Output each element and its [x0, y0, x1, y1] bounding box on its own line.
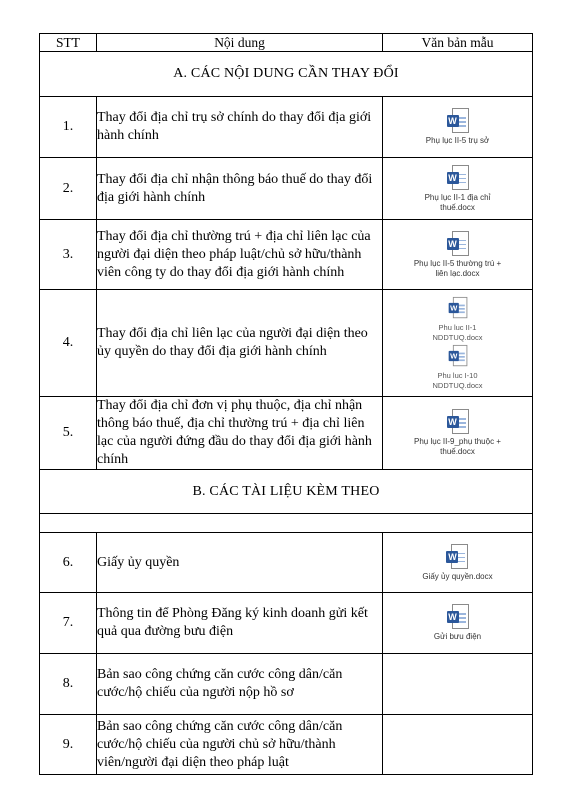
file-name: Phu luc II-1 NDDTUQ.docx: [432, 323, 483, 342]
section-a-title: A. CÁC NỘI DUNG CẦN THAY ĐỔI: [40, 52, 533, 97]
word-document-icon[interactable]: W: [448, 297, 467, 319]
row-files: [383, 715, 533, 775]
row-number: 7.: [40, 593, 97, 654]
attached-file[interactable]: [434, 604, 481, 642]
row-content: Bản sao công chứng căn cước công dân/căn cước/hộ chiếu của người nộp hồ sơ: [97, 654, 383, 715]
row-content: Thay đổi địa chỉ trụ sở chính do thay đổi địa giới hành chính: [97, 97, 383, 158]
table-row: [40, 715, 533, 775]
row-files: [383, 533, 533, 593]
row-content: Thay đổi địa chỉ đơn vị phụ thuộc, địa chỉ nhận thông báo thuế, địa chỉ thường trú + địa chỉ liên lạc của người đứng đầu do thay đổi địa giới hành chính: [97, 397, 383, 470]
row-number: 1.: [40, 97, 97, 158]
header-stt: STT: [40, 34, 97, 52]
attached-file[interactable]: [426, 108, 490, 146]
header-content: Nội dung: [97, 34, 383, 52]
row-number: 3.: [40, 220, 97, 290]
row-files: [383, 220, 533, 290]
word-document-icon[interactable]: W: [447, 108, 469, 134]
file-name: Phu luc I-10 NDDTUQ.docx: [432, 371, 483, 390]
word-document-icon[interactable]: W: [447, 231, 469, 257]
table-row: [40, 593, 533, 654]
table-row: [40, 97, 533, 158]
attached-file[interactable]: [422, 544, 492, 582]
table-row: [40, 397, 533, 470]
table-row: [40, 533, 533, 593]
attached-file[interactable]: [428, 343, 488, 391]
section-a-row: [40, 52, 533, 97]
spacer-cell: [40, 514, 533, 533]
row-number: 5.: [40, 397, 97, 470]
header-template: Văn bản mẫu: [383, 34, 533, 52]
file-name: Phụ lục II-9_phụ thuộc + thuế.docx: [414, 437, 501, 456]
row-content: Thay đổi địa chỉ liên lạc của người đại diện theo ủy quyền do thay đổi địa giới hành chính: [97, 290, 383, 397]
table-row: [40, 654, 533, 715]
file-name: Phụ lục II-5 thường trú + liên lạc.docx: [413, 258, 502, 278]
section-b-row: [40, 470, 533, 514]
table-row: [40, 220, 533, 290]
file-name: Gửi bưu điện: [433, 632, 482, 641]
table-header-row: [40, 34, 533, 52]
word-document-icon[interactable]: W: [447, 409, 469, 435]
row-content: Thay đổi địa chỉ nhận thông báo thuế do thay đổi địa giới hành chính: [97, 158, 383, 220]
row-content: Bản sao công chứng căn cước công dân/căn cước/hộ chiếu của người chủ sở hữu/thành viên/người đại diện theo pháp luật: [97, 715, 383, 775]
word-document-icon[interactable]: W: [448, 345, 467, 367]
row-content: Thay đổi địa chỉ thường trú + địa chỉ liên lạc của người đại diện theo pháp luật/chủ sở hữu/thành viên công ty do thay đổi địa giới hành chính: [97, 220, 383, 290]
row-number: 6.: [40, 533, 97, 593]
documents-table: [39, 33, 533, 775]
file-name: Phụ lục II-1 địa chỉ thuế.docx: [424, 192, 491, 212]
row-number: 2.: [40, 158, 97, 220]
row-files: [383, 158, 533, 220]
row-content: Thông tin để Phòng Đăng ký kinh doanh gửi kết quả qua đường bưu điện: [97, 593, 383, 654]
row-files: [383, 654, 533, 715]
row-number: 8.: [40, 654, 97, 715]
attached-file[interactable]: [428, 295, 488, 343]
row-files: [383, 593, 533, 654]
row-files: [383, 397, 533, 470]
row-number: 9.: [40, 715, 97, 775]
table-row: [40, 290, 533, 397]
row-files: [383, 290, 533, 397]
table-row: [40, 158, 533, 220]
row-number: 4.: [40, 290, 97, 397]
attached-file[interactable]: [412, 409, 504, 457]
section-b-title: B. CÁC TÀI LIỆU KÈM THEO: [40, 470, 533, 514]
attached-file[interactable]: [410, 165, 506, 213]
row-files: [383, 97, 533, 158]
attached-file[interactable]: [408, 231, 508, 279]
word-document-icon[interactable]: W: [447, 604, 469, 630]
word-document-icon[interactable]: W: [447, 165, 469, 191]
file-name: Phụ lục II-5 trụ sở: [425, 136, 490, 145]
row-content: Giấy ủy quyền: [97, 533, 383, 593]
word-document-icon[interactable]: W: [446, 544, 468, 570]
spacer-row: [40, 514, 533, 533]
file-name: Giấy ủy quyền.docx: [422, 571, 493, 581]
